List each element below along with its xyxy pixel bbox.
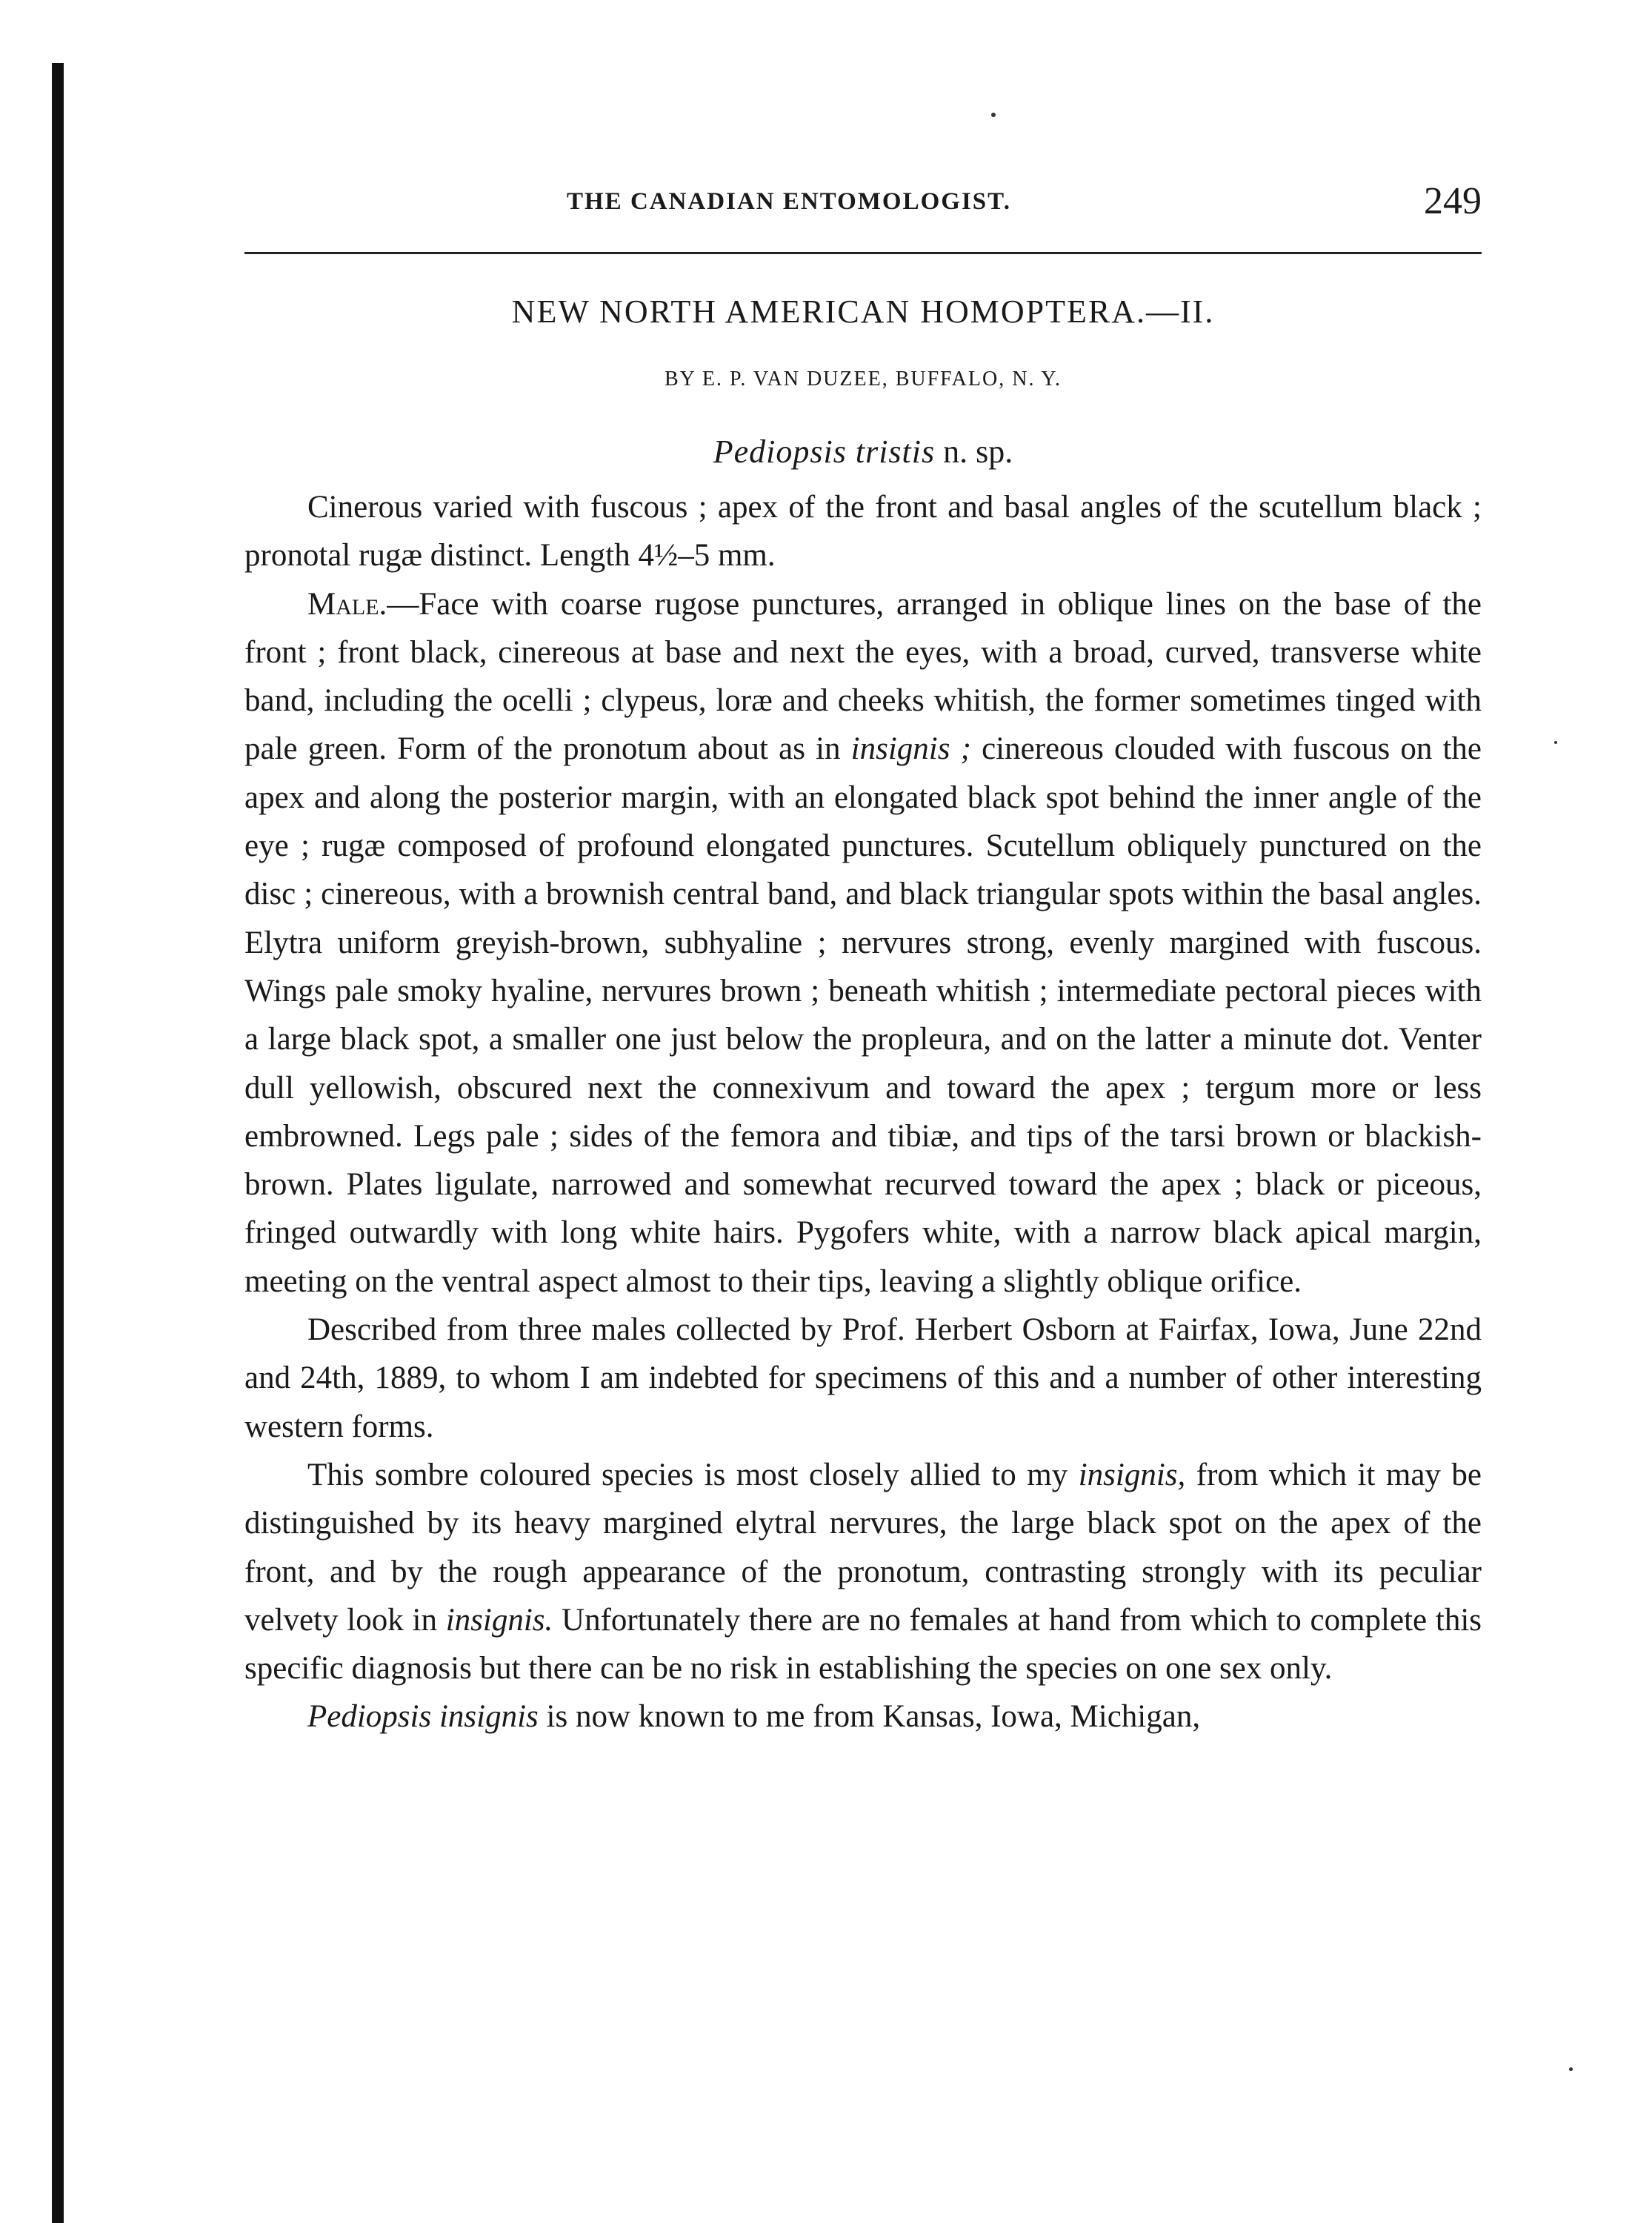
paragraph-summary: Cinerous varied with fuscous ; apex of the front and basal angles of the scutellum black ; pronotal rugæ distinct. Length 4½–5 mm. <box>244 490 1482 574</box>
affinities-text-a: This sombre coloured species is most closely allied to my <box>307 1457 1079 1492</box>
paragraph-collection: Described from three males collected by Prof. Herbert Osborn at Fairfax, Iowa, June 22nd and 24th, 1889, to whom I am indebted for specimens of this and a number of other interesting western forms. <box>244 1312 1482 1444</box>
species-suffix: n. sp. <box>935 433 1013 470</box>
page-number: 249 <box>1424 180 1482 222</box>
male-italic-insignis: insignis ; <box>850 731 971 767</box>
running-head <box>244 180 1482 228</box>
affinities-italic-b: insignis. <box>445 1602 553 1638</box>
male-text-a: —Face with coarse rugose punctures, arranged in oblique lines on the base of the front ; front black, cinereous at base and next the eyes, with a broad, curved, transverse white band, including the ocelli ; clypeus, loræ and cheeks whitish, the former sometimes tinged with pale green. Form of the pronotum about as in <box>244 586 1482 767</box>
insignis-name: Pediopsis insignis <box>307 1699 539 1735</box>
paragraph-male-description <box>244 580 1482 1306</box>
journal-title: THE CANADIAN ENTOMOLOGIST. <box>567 188 1011 215</box>
print-speck <box>991 113 996 117</box>
article-title: NEW NORTH AMERICAN HOMOPTERA.—II. <box>511 293 1215 330</box>
affinities-italic-a: insignis, <box>1078 1457 1186 1492</box>
print-speck <box>1554 741 1557 744</box>
species-heading <box>244 433 1482 471</box>
insignis-range-text: is now known to me from Kansas, Iowa, Michigan, <box>538 1699 1201 1735</box>
header-rule <box>244 252 1482 254</box>
article-body <box>244 483 1482 1741</box>
author-byline: BY E. P. VAN DUZEE, BUFFALO, N. Y. <box>664 368 1062 391</box>
paragraph-insignis-range <box>244 1692 1482 1741</box>
male-lead: Male. <box>307 586 387 622</box>
print-speck <box>1569 2067 1573 2071</box>
paragraph-affinities <box>244 1451 1482 1692</box>
species-name: Pediopsis tristis <box>713 433 936 470</box>
male-text-b: cinereous clouded with fuscous on the apex and along the posterior margin, with an elongated black spot behind the inner angle of the eye ; rugæ composed of profound elongated punctures. Scutellum obliquely punctured on the disc ; cinereous, with a brownish central band, and black triangular spots within the basal angles. Elytra uniform greyish-brown, subhyaline ; nervures strong, evenly margined with fuscous. Wings pale smoky hyaline, nervures brown ; beneath whitish ; intermediate pectoral pieces with a large black spot, a smaller one just below the propleura, and on the latter a minute dot. Venter dull yellowish, obscured next the connexivum and toward the apex ; tergum more or less embrowned. Legs pale ; sides of the femora and tibiæ, and tips of the tarsi brown or blackish-brown. Plates ligulate, narrowed and somewhat recurved toward the apex ; black or piceous, fringed outwardly with long white hairs. Pygofers white, with a narrow black apical margin, meeting on the ventral aspect almost to their tips, leaving a slightly oblique orifice. <box>244 731 1482 1299</box>
affinities-text-b: from which it may be distinguished by its heavy margined elytral nervures, the large black spot on the apex of the front, and by the rough appearance of the pronotum, contrasting strongly with its peculiar velvety look in <box>244 1457 1482 1638</box>
affinities-text-c: Unfortunately there are no females at hand from which to complete this specific diagnosis but there can be no risk in establishing the species on one sex only. <box>244 1602 1482 1687</box>
binding-edge-bar <box>52 63 64 2223</box>
